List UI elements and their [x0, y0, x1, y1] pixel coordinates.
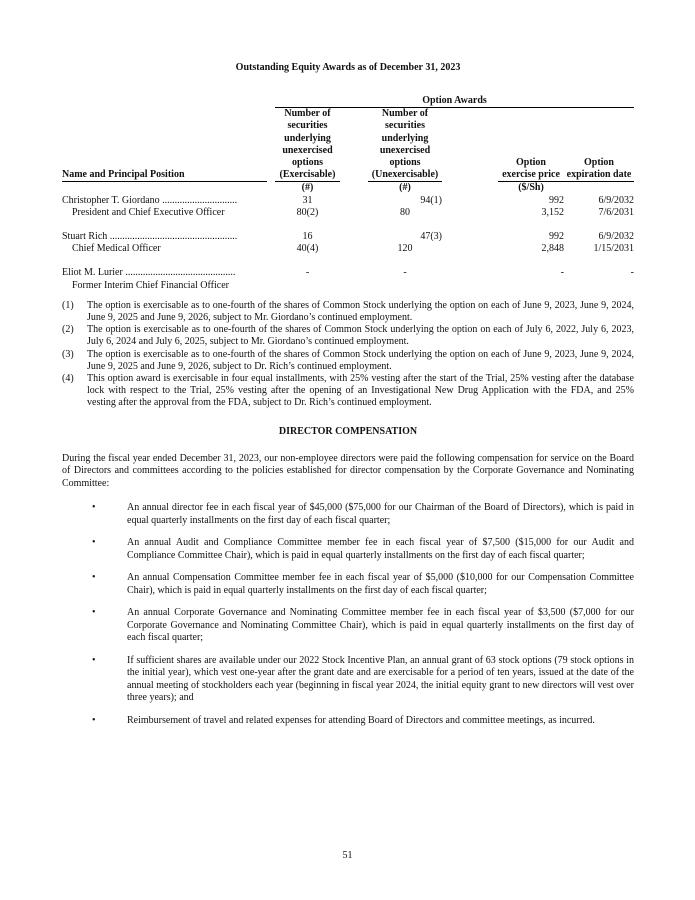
footnote: [62, 373, 634, 410]
footnote-text: This option award is exercisable in four equal installments, with 25% vesting after the start of the Trial, 25% vesting after the database lock with respect to the Trial, 25% vesting after the opening of an Investigational New Drug Application with the FDA, and 25% vesting after the approval from the FDA, subject to Dr. Rich’s continued employment.: [87, 373, 634, 409]
cell-price: -: [560, 267, 564, 279]
cell-unexercisable: 120: [397, 243, 413, 255]
list-item-text: An annual Corporate Governance and Nominating Committee member fee in each fiscal year of $3,500 ($7,000 for our Corporate Governance and Nominating Committee Chair), which is paid in equal quarterly installments on the first day of each fiscal quarter;: [127, 607, 634, 644]
cell-price: 2,848: [541, 243, 564, 255]
column-header-row: [62, 108, 634, 182]
list-item: [62, 502, 634, 527]
page-number: 51: [342, 850, 353, 861]
bullet-icon: •: [92, 607, 96, 619]
bullet-icon: •: [92, 502, 96, 514]
row-title: Chief Medical Officer: [72, 243, 161, 255]
cell-unexercisable: -: [403, 267, 407, 279]
director-intro-paragraph: During the fiscal year ended December 31, 2023, our non-employee directors were paid the following compensation for service on the Board of Directors and committees according to the policies established for director compensation by the Corporate Governance and Nominating Committee:: [62, 452, 634, 489]
unit-exercisable: (#): [301, 182, 314, 194]
header-expiration-date: Option expiration date: [564, 108, 634, 182]
list-item-text: An annual director fee in each fiscal year of $45,000 ($75,000 for our Chairman of the Board of Directors), which is paid in equal quarterly installments on the first day of each fiscal quarter;: [127, 502, 634, 526]
footnote-mark: (1): [62, 299, 74, 311]
footnote-text: The option is exercisable as to one-fourth of the shares of Common Stock underlying the option on each of June 9, 2023, June 9, 2024, June 9, 2025 and June 9, 2026, subject to Dr. Rich’s continued employment.: [87, 348, 634, 372]
cell-exercisable: 40(4): [296, 243, 319, 255]
list-item: [62, 715, 634, 728]
list-item-text: An annual Audit and Compliance Committee member fee in each fiscal year of $7,500 ($15,000 for our Audit and Compliance Committee Chair), which is paid in equal quarterly installments on the first day of each fiscal quarter;: [127, 537, 634, 561]
footnote: [62, 324, 634, 348]
cell-expiration: 7/6/2031: [598, 206, 634, 218]
list-item-text: Reimbursement of travel and related expenses for attending Board of Directors and committee meetings, as incurred.: [127, 714, 595, 726]
cell-price: 992: [549, 194, 564, 206]
list-item-text: An annual Compensation Committee member fee in each fiscal year of $5,000 ($10,000 for our Compensation Committee Chair), which is paid in equal quarterly installments on the first day of each fiscal quarter;: [127, 572, 634, 596]
footnote-text: The option is exercisable as to one-fourth of the shares of Common Stock underlying the option on each of June 9, 2023, June 9, 2024, June 9, 2025 and June 9, 2026, subject to Mr. Giordano’s continued employment.: [87, 299, 634, 324]
table-row: [62, 231, 634, 243]
row-name: Christopher T. Giordano ..............................: [62, 194, 238, 206]
footnote-text: The option is exercisable as to one-fourth of the shares of Common Stock underlying the option on each of July 6, 2022, July 6, 2023, July 6, 2024 and July 6, 2025, subject to Mr. Giordano’s continued employment.: [87, 324, 634, 348]
footnote-mark: (2): [62, 324, 74, 336]
bullet-icon: •: [92, 714, 96, 726]
units-row: [62, 182, 634, 195]
cell-unexercisable: 47(3): [420, 231, 442, 243]
footnote-mark: (3): [62, 348, 74, 360]
row-title: President and Chief Executive Officer: [72, 206, 225, 218]
footnotes: [62, 300, 634, 410]
director-fee-list: [62, 502, 634, 727]
row-name: Stuart Rich ...................................................: [62, 231, 238, 243]
header-name: Name and Principal Position: [62, 108, 267, 182]
table-row: [62, 207, 634, 219]
footnote: [62, 300, 634, 324]
row-name: Eliot M. Lurier ............................................: [62, 267, 236, 279]
cell-unexercisable: 94(1): [420, 194, 442, 206]
row-title: Former Interim Chief Financial Officer: [72, 279, 229, 291]
table-row: [62, 243, 634, 255]
list-item: [62, 607, 634, 645]
cell-expiration: 6/9/2032: [598, 231, 634, 243]
table-row: [62, 267, 634, 279]
header-exercisable: Number of securities underlying unexercised options (Exercisable): [275, 108, 340, 182]
equity-awards-table: [62, 95, 634, 292]
table-row: [62, 195, 634, 207]
list-item: [62, 572, 634, 597]
footnote-mark: (4): [62, 373, 74, 385]
option-awards-header: Option Awards: [275, 95, 634, 108]
cell-price: 3,152: [541, 206, 564, 218]
cell-exercisable: 16: [302, 231, 313, 243]
cell-expiration: -: [630, 267, 634, 279]
list-item: [62, 655, 634, 705]
unit-price: ($/Sh): [518, 182, 544, 194]
bullet-icon: •: [92, 654, 96, 666]
bullet-icon: •: [92, 572, 96, 584]
cell-unexercisable: 80: [400, 206, 410, 218]
list-item: [62, 537, 634, 562]
cell-exercisable: 31: [302, 194, 313, 206]
header-unexercisable: Number of securities underlying unexercised options (Unexercisable): [368, 108, 442, 182]
group-header-row: [62, 95, 634, 108]
bullet-icon: •: [92, 537, 96, 549]
table-title: Outstanding Equity Awards as of December 31, 2023: [235, 62, 461, 73]
cell-price: 992: [549, 231, 564, 243]
table-row: [62, 280, 634, 292]
list-item-text: If sufficient shares are available under our 2022 Stock Incentive Plan, an annual grant of 63 stock options (79 stock options in the initial year), which vest one-year after the grant date and are exercisable for a period of ten years, issued at the date of the annual meeting of stockholders each year (beginning in fiscal year 2024, the initial equity grant to new directors will vest over three years); and: [127, 654, 634, 704]
cell-exercisable: -: [305, 267, 310, 279]
cell-expiration: 6/9/2032: [598, 194, 634, 206]
header-exercise-price: Option exercise price: [498, 108, 564, 182]
footnote: [62, 349, 634, 373]
cell-expiration: 1/15/2031: [593, 243, 634, 255]
cell-exercisable: 80(2): [296, 206, 319, 218]
section-title: DIRECTOR COMPENSATION: [278, 425, 418, 437]
document-page: [62, 62, 634, 737]
unit-unexercisable: (#): [399, 182, 411, 194]
